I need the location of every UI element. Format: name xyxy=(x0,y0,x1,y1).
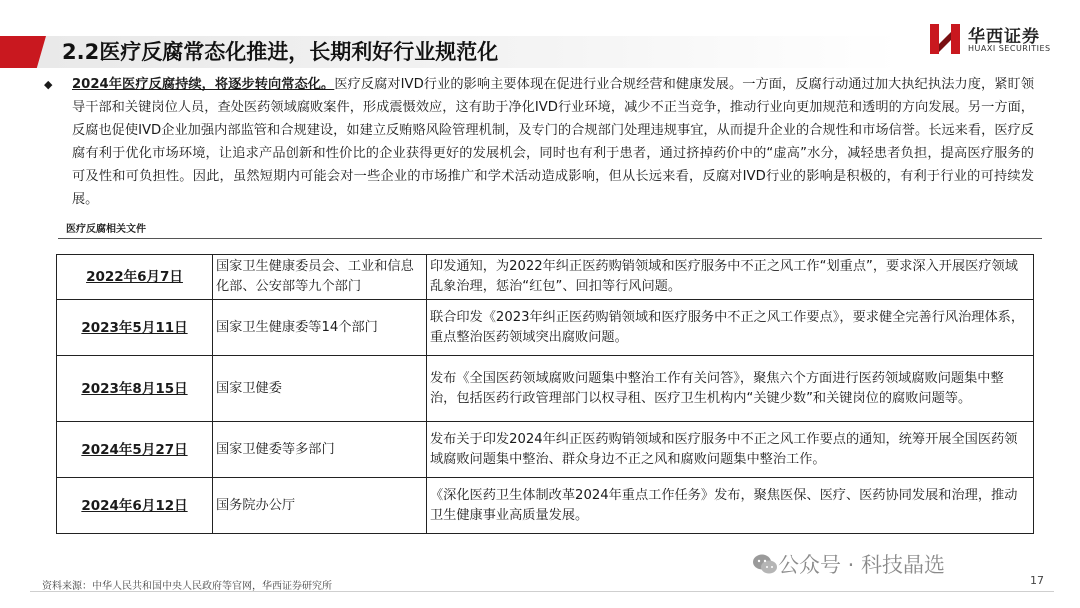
row-department: 国家卫生健康委员会、工业和信息化部、公安部等九个部门 xyxy=(213,255,427,300)
row-content: 《深化医药卫生体制改革2024年重点工作任务》发布，聚焦医保、医疗、医药协同发展和治理，推动卫生健康事业高质量发展。 xyxy=(427,478,1034,534)
table-row xyxy=(57,422,1034,478)
row-date: 2023年5月11日 xyxy=(57,300,213,356)
diamond-bullet-icon: ◆ xyxy=(44,78,53,91)
wechat-icon xyxy=(752,552,778,576)
table-caption: 医疗反腐相关文件 xyxy=(66,224,146,235)
row-content: 联合印发《2023年纠正医药购销领域和医疗服务中不正之风工作要点》，要求健全完善行风治理体系，重点整治医药领域突出腐败问题。 xyxy=(427,300,1034,356)
row-department: 国务院办公厅 xyxy=(213,478,427,534)
table-row xyxy=(57,356,1034,422)
page-number: 17 xyxy=(1030,574,1044,587)
logo-name-en: HUAXI SECURITIES xyxy=(968,44,1051,53)
policy-documents-table xyxy=(56,254,1034,534)
table-row xyxy=(57,255,1034,300)
row-content: 发布关于印发2024年纠正医药购销领域和医疗服务中不正之风工作要点的通知，统筹开展全国医药领域腐败问题集中整治、群众身边不正之风和腐败问题集中整治工作。 xyxy=(427,422,1034,478)
source-note: 资料来源：中华人民共和国中央人民政府等官网，华西证券研究所 xyxy=(42,581,332,592)
watermark-text: 公众号 · 科技晶选 xyxy=(778,553,946,577)
summary-body: 医疗反腐对IVD行业的影响主要体现在促进行业合规经营和健康发展。一方面，反腐行动通过加大执纪执法力度，紧盯领导干部和关键岗位人员，查处医药领域腐败案件，形成震慑效应，这有助于净化IVD行业环境，减少不正当竞争，推动行业向更加规范和透明的方向发展。另一方面，反腐也促使IVD企业加强内部监管和合规建设，如建立反贿赂风险管理机制，及专门的合规部门处理违规事宜，从而提升企业的合规性和市场信誉。长远来看，医疗反腐有利于优化市场环境，让追求产品创新和性价比的企业获得更好的发展机会，同时也有利于患者，通过挤掉药价中的“虚高”水分，减轻患者负担，提高医疗服务的可及性和可负担性。因此，虽然短期内可能会对一些企业的市场推广和学术活动造成影响，但从长远来看，反腐对IVD行业的影响是积极的，有利于行业的可持续发展。 xyxy=(72,77,1035,207)
summary-lead: 2024年医疗反腐持续，将逐步转向常态化。 xyxy=(72,77,335,92)
table-row xyxy=(57,478,1034,534)
table-row xyxy=(57,300,1034,356)
row-date: 2024年5月27日 xyxy=(57,422,213,478)
row-content: 发布《全国医药领域腐败问题集中整治工作有关问答》，聚焦六个方面进行医药领域腐败问题集中整治，包括医药行政管理部门以权寻租、医疗卫生机构内“关键少数”和关键岗位的腐败问题等。 xyxy=(427,356,1034,422)
summary-text xyxy=(72,73,1034,211)
row-date: 2023年8月15日 xyxy=(57,356,213,422)
logo-name-cn: 华西证券 xyxy=(968,27,1040,47)
row-department: 国家卫健委等多部门 xyxy=(213,422,427,478)
summary-paragraph xyxy=(44,73,1034,211)
row-date: 2022年6月7日 xyxy=(57,255,213,300)
footer-divider xyxy=(30,591,1054,592)
huaxi-logo-icon xyxy=(928,22,962,56)
row-date: 2024年6月12日 xyxy=(57,478,213,534)
row-department: 国家卫健委 xyxy=(213,356,427,422)
row-content: 印发通知，为2022年纠正医药购销领域和医疗服务中不正之风工作“划重点”，要求深入开展医疗领域乱象治理，惩治“红包”、回扣等行风问题。 xyxy=(427,255,1034,300)
caption-divider xyxy=(58,238,1042,239)
row-department: 国家卫生健康委等14个部门 xyxy=(213,300,427,356)
page-title: 2.2医疗反腐常态化推进，长期利好行业规范化 xyxy=(62,40,499,64)
company-logo xyxy=(928,22,1068,58)
